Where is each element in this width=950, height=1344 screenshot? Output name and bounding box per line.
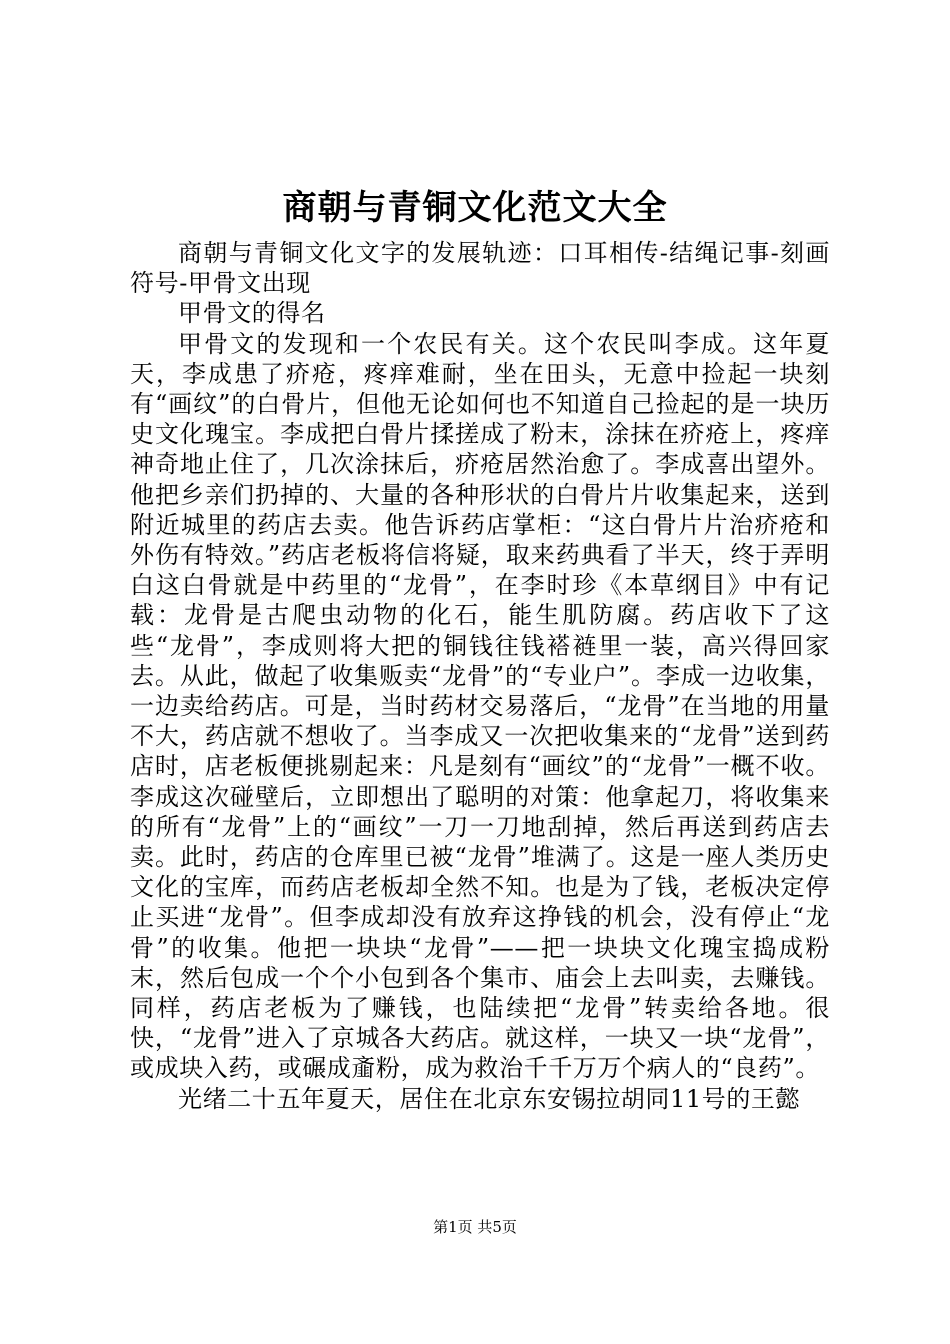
paragraph-heading: 甲骨文的得名 bbox=[178, 299, 326, 328]
paragraph-story: 甲骨文的发现和一个农民有关。这个农民叫李成。这年夏天，李成患了疥疮，疼痒难耐，坐在田头，无意中捡起一块刻有“画纹”的白骨片，但他无论如何也不知道自己捡起的是一块历史文化瑰宝。李成把白骨片揉搓成了粉末，涂抹在疥疮上，疼痒神奇地止住了，几次涂抹后，疥疮居然治愈了。李成喜出望外。他把乡亲们扔掉的、大量的各种形状的白骨片片收集起来，送到附近城里的药店去卖。他告诉药店掌柜：“这白骨片片治疥疮和外伤有特效。”药店老板将信将疑，取来药典看了半天，终于弄明白这白骨就是中药里的“龙骨”，在李时珍《本草纲目》中有记载：龙骨是古爬虫动物的化石，能生肌防腐。药店收下了这些“龙骨”，李成则将大把的铜钱往钱褡裢里一装，高兴得回家去。从此，做起了收集贩卖“龙骨”的“专业户”。李成一边收集，一边卖给药店。可是，当时药材交易落后，“龙骨”在当地的用量不大，药店就不想收了。当李成又一次把收集来的“龙骨”送到药店时，店老板便挑剔起来：凡是刻有“画纹”的“龙骨”一概不收。李成这次碰壁后，立即想出了聪明的对策：他拿起刀，将收集来的所有“龙骨”上的“画纹”一刀一刀地刮掉，然后再送到药店去卖。此时，药店的仓库里已被“龙骨”堆满了。这是一座人类历史文化的宝库，而药店老板却全然不知。也是为了钱，老板决定停止买进“龙骨”。但李成却没有放弃这挣钱的机会，没有停止“龙骨”的收集。他把一块块“龙骨”——把一块块文化瑰宝捣成粉末，然后包成一个个小包到各个集市、庙会上去叫卖，去赚钱。同样，药店老板为了赚钱，也陆续把“龙骨”转卖给各地。很快，“龙骨”进入了京城各大药店。就这样，一块又一块“龙骨”，或成块入药，或碾成齑粉，成为救治千千万万个病人的“良药”。 bbox=[130, 329, 830, 1083]
paragraph-intro: 商朝与青铜文化文字的发展轨迹：口耳相传-结绳记事-刻画符号-甲骨文出现 bbox=[130, 239, 830, 298]
document-body bbox=[130, 238, 830, 1114]
document-title: 商朝与青铜文化范文大全 bbox=[282, 188, 668, 228]
paragraph-continuation: 光绪二十五年夏天，居住在北京东安锡拉胡同11号的王懿 bbox=[178, 1084, 801, 1113]
page-indicator: 第1页 共5页 bbox=[433, 1218, 517, 1236]
